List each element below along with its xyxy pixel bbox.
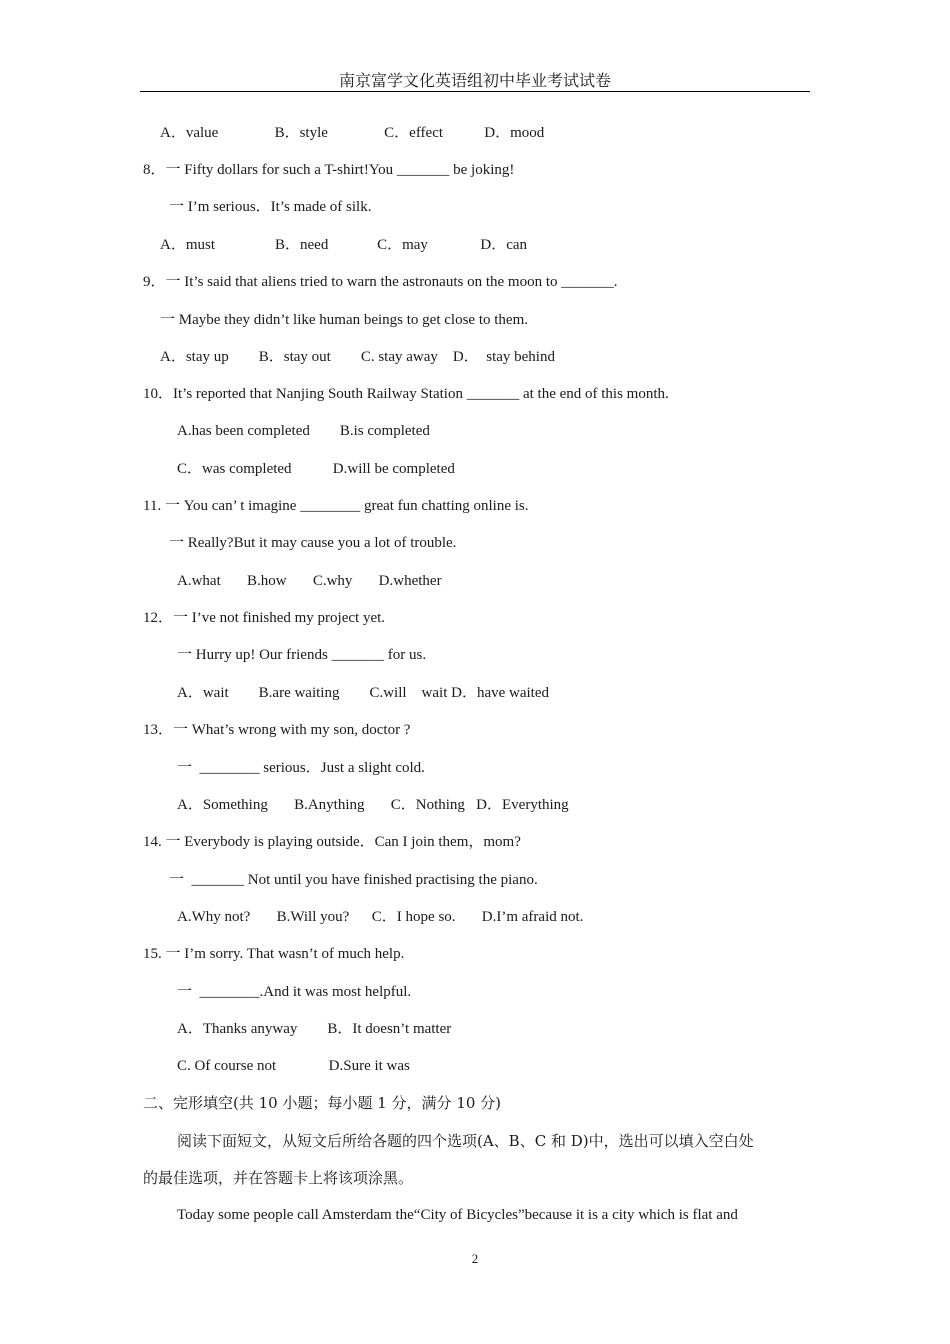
text-line: 12．一 I’ve not finished my project yet. (143, 610, 386, 626)
text-line: 一 Hurry up! Our friends _______ for us. (177, 647, 427, 663)
text-line: C．was completed D.will be completed (177, 461, 455, 477)
text-line: 一 Maybe they didn’t like human beings to get close to them. (160, 312, 528, 328)
text-line: A.Why not? B.Will you? C．I hope so. D.I’m afraid not. (177, 909, 584, 925)
text-line: Today some people call Amsterdam the“City of Bicycles”because it is a city which is flat and (177, 1207, 738, 1223)
page-number: 2 (471, 1251, 479, 1266)
text-line: 15. 一 I’m sorry. That wasn’t of much help. (143, 946, 405, 962)
text-line: A．stay up B．stay out C. stay away D． stay behind (160, 349, 555, 365)
text-line: 的最佳选项，并在答题卡上将该项涂黑。 (143, 1169, 414, 1187)
text-line: 二、完形填空(共 10 小题；每小题 1 分，满分 10 分) (143, 1094, 502, 1112)
text-line: A．wait B.are waiting C.will wait D．have waited (177, 685, 550, 701)
text-line: A.has been completed B.is completed (177, 423, 430, 439)
text-line: 13．一 What’s wrong with my son, doctor ? (143, 722, 411, 738)
text-line: A．Something B.Anything C．Nothing D．Everything (177, 797, 569, 813)
text-line: 14. 一 Everybody is playing outside．Can I join them，mom? (143, 834, 521, 850)
text-line: 一 Really?But it may cause you a lot of trouble. (169, 535, 457, 551)
page-header-title: 南京富学文化英语组初中毕业考试试卷 (338, 71, 611, 90)
text-line: A．value B．style C．effect D．mood (160, 125, 545, 141)
text-line: 10．It’s reported that Nanjing South Railway Station _______ at the end of this month. (143, 386, 669, 402)
text-line: 一 _______ Not until you have finished practising the piano. (169, 872, 538, 888)
text-line: 9．一 It’s said that aliens tried to warn the astronauts on the moon to _______. (143, 274, 618, 290)
text-line: A.what B.how C.why D.whether (177, 573, 442, 589)
text-line: 阅读下面短文，从短文后所给各题的四个选项(A、B、C 和 D)中，选出可以填入空白处 (177, 1132, 754, 1150)
text-line: 一 ________ serious．Just a slight cold. (177, 760, 425, 776)
text-line: 一 I’m serious．It’s made of silk. (169, 199, 372, 215)
header-divider (140, 91, 810, 92)
text-line: A．Thanks anyway B．It doesn’t matter (177, 1021, 452, 1037)
text-line: C. Of course not D.Sure it was (177, 1058, 410, 1074)
text-line: A．must B．need C．may D．can (160, 237, 528, 253)
text-line: 一 ________.And it was most helpful. (177, 984, 412, 1000)
text-line: 8．一 Fifty dollars for such a T-shirt!You _______ be joking! (143, 162, 515, 178)
text-line: 11. 一 You can’ t imagine ________ great fun chatting online is. (143, 498, 529, 514)
